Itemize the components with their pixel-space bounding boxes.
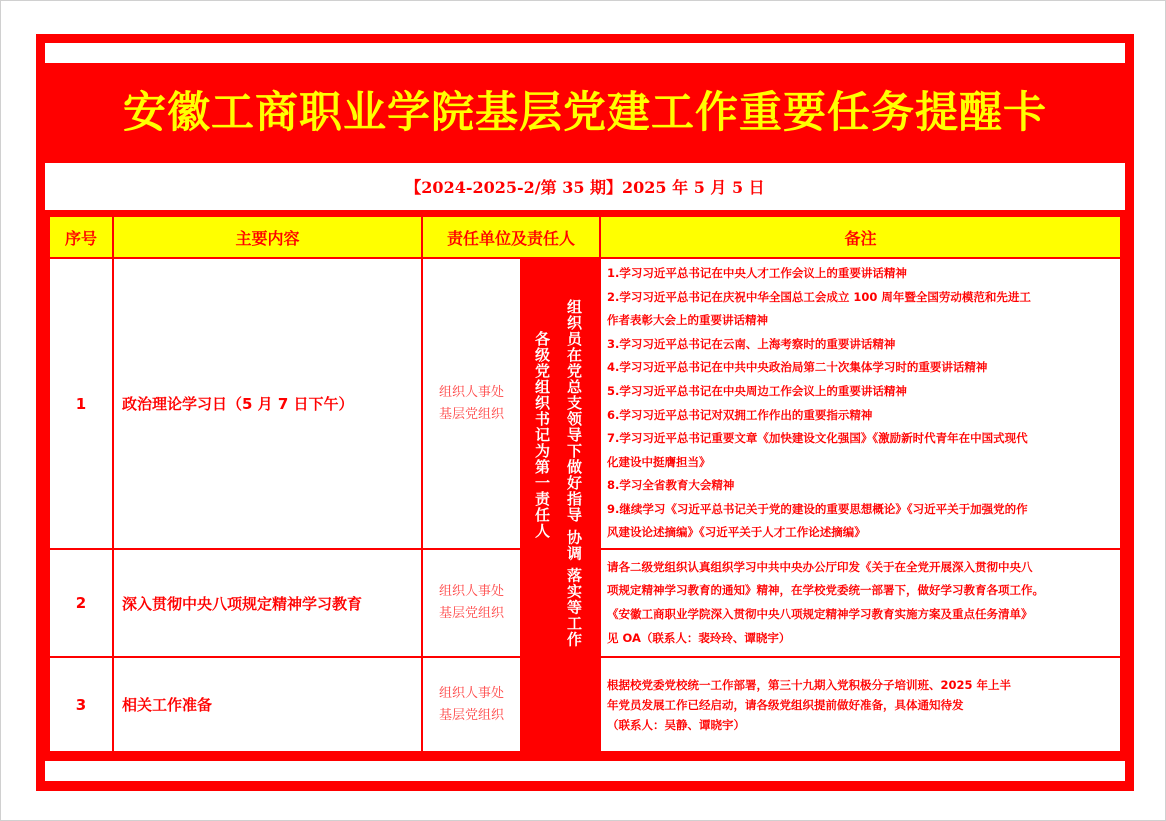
row-2-content: 深入贯彻中央八项规定精神学习教育 [114, 550, 421, 656]
header-responsible: 责任单位及责任人 [423, 217, 599, 257]
row-3-content: 相关工作准备 [114, 658, 421, 751]
header-no: 序号 [50, 217, 112, 257]
row-1-note-line: 5.学习习近平总书记在中央周边工作会议上的重要讲话精神 [607, 383, 907, 398]
task-table [48, 215, 1122, 753]
row-1-note-line: 9.继续学习《习近平总书记关于党的建设的重要思想概论》《习近平关于加强党的作 [607, 501, 1028, 516]
header-notes: 备注 [601, 217, 1120, 257]
row-1-no: 1 [50, 259, 112, 548]
row-2-no: 2 [50, 550, 112, 656]
issue-subtitle: 【2024-2025-2/第 35 期】2025 年 5 月 5 日 [45, 163, 1125, 210]
reminder-card [36, 34, 1134, 791]
row-3-notes [601, 658, 1120, 751]
row-2-note-line: 《安徽工商职业学院深入贯彻中央八项规定精神学习教育实施方案及重点任务清单》 [607, 607, 1033, 621]
row-2-note-line: 见 OA（联系人：裴玲玲、谭晓宇） [607, 630, 791, 645]
header-content: 主要内容 [114, 217, 421, 257]
primary-responsibility-text: 各级党组织书记为第一责任人 [533, 331, 551, 539]
row-1-note-line: 4.学习习近平总书记在中共中央政治局第二十次集体学习时的重要讲话精神 [607, 360, 988, 375]
row-2-notes [601, 550, 1120, 656]
responsibility-column [522, 259, 599, 751]
row-1-note-line: 化建设中挺膺担当》 [607, 454, 711, 469]
row-1-note-line: 6.学习习近平总书记对双拥工作作出的重要指示精神 [607, 407, 873, 422]
row-2-unit-line1: 组织人事处 [438, 584, 504, 599]
row-1-unit-line2: 基层党组织 [438, 406, 504, 422]
organizer-duty-text: 组织员在党总支领导下做好指导 协调 落实等工作 [565, 299, 583, 648]
row-2-note-line: 项规定精神学习教育的通知》精神，在学校党委统一部署下，做好学习教育各项工作。 [607, 583, 1044, 598]
row-3-unit-line1: 组织人事处 [438, 685, 504, 701]
row-1-note-line: 8.学习全省教育大会精神 [607, 478, 735, 493]
row-3-unit-line2: 基层党组织 [438, 707, 504, 723]
row-2-unit-line2: 基层党组织 [438, 606, 504, 621]
row-3-note-line: 年党员发展工作已经启动，请各级党组织提前做好准备，具体通知待发 [607, 697, 964, 712]
row-1-content: 政治理论学习日（5 月 7 日下午） [114, 259, 421, 548]
row-2-unit [423, 550, 520, 656]
row-1-unit [423, 259, 520, 548]
row-3-unit [423, 658, 520, 751]
row-1-note-line: 风建设论述摘编》《习近平关于人才工作论述摘编》 [607, 525, 866, 540]
top-divider-strip [45, 43, 1125, 63]
row-1-note-line: 1.学习习近平总书记在中央人才工作会议上的重要讲话精神 [607, 265, 907, 280]
row-3-note-line: （联系人：吴静、谭晓宇） [607, 717, 745, 732]
row-1-note-line: 2.学习习近平总书记在庆祝中华全国总工会成立 100 周年暨全国劳动模范和先进工 [607, 289, 1031, 304]
bottom-divider-strip [45, 761, 1125, 781]
row-3-note-line: 根据校党委党校统一工作部署，第三十九期入党积极分子培训班、2025 年上半 [607, 677, 1012, 692]
row-3-no: 3 [50, 658, 112, 751]
row-1-note-line: 作者表彰大会上的重要讲话精神 [607, 313, 768, 328]
row-2-note-line: 请各二级党组织认真组织学习中共中央办公厅印发《关于在全党开展深入贯彻中央八 [607, 559, 1033, 574]
row-1-unit-line1: 组织人事处 [438, 384, 504, 400]
row-1-notes [601, 259, 1120, 548]
row-1-note-line: 7.学习习近平总书记重要文章《加快建设文化强国》《激励新时代青年在中国式现代 [607, 431, 1028, 446]
card-title: 安徽工商职业学院基层党建工作重要任务提醒卡 [123, 87, 1047, 138]
row-1-note-line: 3.学习习近平总书记在云南、上海考察时的重要讲话精神 [607, 336, 896, 351]
